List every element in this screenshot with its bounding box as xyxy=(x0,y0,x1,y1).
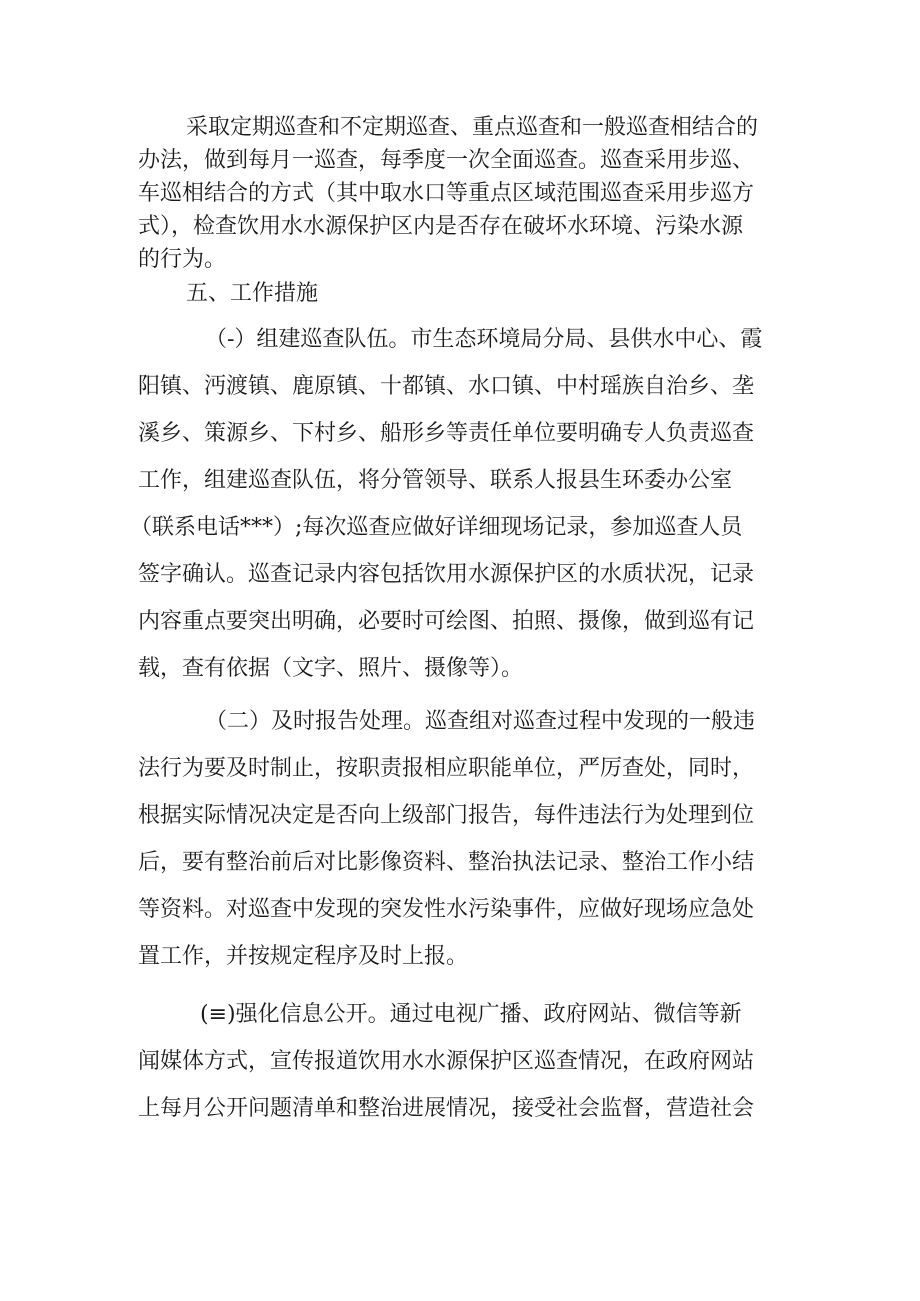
text-line: (≡)强化信息公开。通过电视广播、政府网站、微信等新 xyxy=(200,1002,742,1027)
text-line: 工作，组建巡查队伍，将分管领导、联系人报县生环委办公室 xyxy=(138,468,733,493)
text-line: 签字确认。巡查记录内容包括饮用水源保护区的水质状况，记录 xyxy=(138,562,755,587)
text-line: 溪乡、策源乡、下村乡、船形乡等责任单位要明确专人负责巡查 xyxy=(138,421,755,446)
text-line: （联系电话***）;每次巡查应做好详细现场记录，参加巡查人员 xyxy=(130,515,743,540)
text-line: 办法，做到每月一巡查，每季度一次全面巡查。巡查采用步巡、 xyxy=(138,148,755,173)
text-line: 的行为。 xyxy=(138,247,227,272)
text-line: 载，查有依据（文字、照片、摄像等）。 xyxy=(138,656,524,681)
text-line: 式），检查饮用水水源保护区内是否存在破坏水环境、污染水源 xyxy=(138,214,744,239)
text-line: 内容重点要突出明确，必要时可绘图、拍照、摄像，做到巡有记 xyxy=(138,609,755,634)
text-line: 上每月公开问题清单和整治进展情况，接受社会监督，营造社会 xyxy=(138,1096,755,1121)
text-line: 闻媒体方式，宣传报道饮用水水源保护区巡查情况，在政府网站 xyxy=(138,1049,755,1074)
text-line: 等资料。对巡查中发现的突发性水污染事件，应做好现场应急处 xyxy=(138,897,755,922)
text-line: 阳镇、沔渡镇、鹿原镇、十都镇、水口镇、中村瑶族自治乡、垄 xyxy=(138,374,755,399)
text-line: 根据实际情况决定是否向上级部门报告，每件违法行为处理到位 xyxy=(138,803,755,828)
text-line: 法行为要及时制止，按职责报相应职能单位，严厉查处，同时， xyxy=(138,756,755,781)
text-line: （-）组建巡查队伍。市生态环境局分局、县供水中心、霞 xyxy=(205,327,763,352)
text-line: 采取定期巡查和不定期巡查、重点巡查和一般巡查相结合的 xyxy=(186,115,759,140)
section-heading: 五、工作措施 xyxy=(186,281,319,306)
text-line: 车巡相结合的方式（其中取水口等重点区域范围巡查采用步巡方 xyxy=(138,181,755,206)
text-line: 置工作，并按规定程序及时上报。 xyxy=(138,944,469,969)
text-line: 后，要有整治前后对比影像资料、整治执法记录、整治工作小结 xyxy=(138,850,755,875)
text-line: （二）及时报告处理。巡查组对巡查过程中发现的一般违 xyxy=(205,709,756,734)
